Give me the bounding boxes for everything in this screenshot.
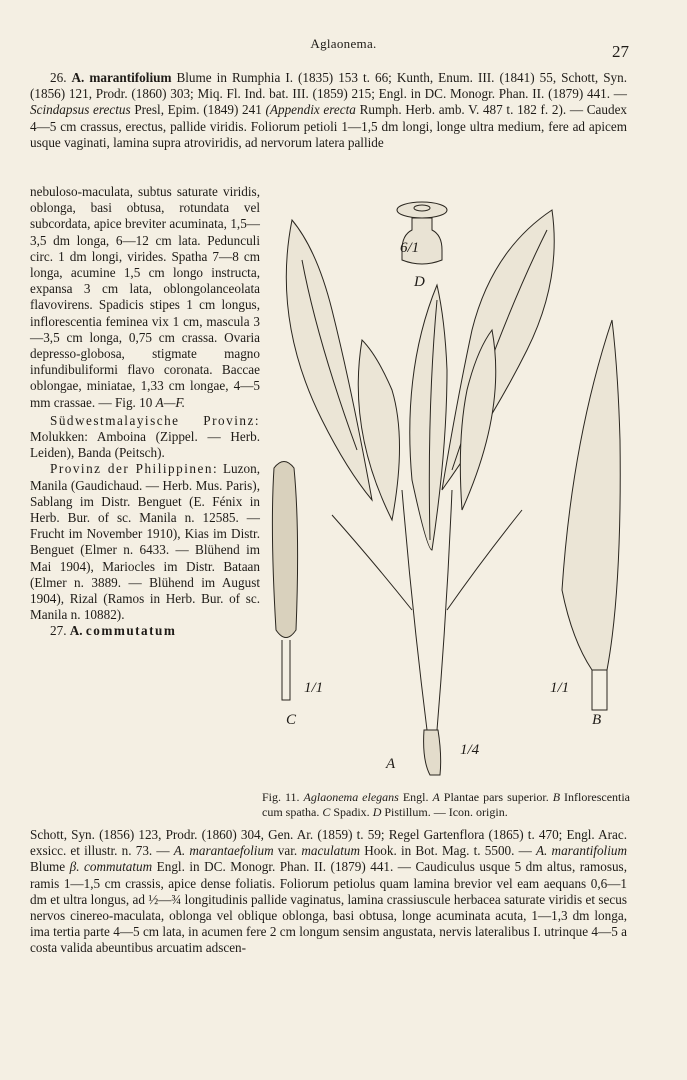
caption-fig-label: Fig. 11. <box>262 790 300 804</box>
spathe <box>562 320 620 670</box>
caption-species: Aglaonema elegans <box>303 790 399 804</box>
bottom-citation: Schott, Syn. (1856) 123, Prodr. (1860) 304, Gen. Ar. (1859) t. 59; Regel Gartenflora (1865) t. 470; Engl. Arac. exsicc. et illustr. n. 73. — <box>30 827 627 859</box>
caption-part-D-text: Pistillum. — Icon. origin. <box>384 805 508 819</box>
scale-A: 1/4 <box>460 742 480 758</box>
plant-illustration <box>262 190 642 790</box>
citation-text-2: Presl, Epim. (1849) 241 <box>134 102 262 118</box>
species-name: marantifolium <box>89 70 172 85</box>
botanical-figure <box>262 190 642 790</box>
spadix-stipe <box>282 640 290 700</box>
region-label: Südwestmalayische Provinz: <box>50 412 260 428</box>
caption-part-C-text: Spadix. <box>333 805 370 819</box>
bottom-var: var. <box>277 843 298 859</box>
synonym: Scindapsus erectus <box>30 102 131 118</box>
genus-abbrev-27: A. <box>69 623 83 639</box>
description-continued: nebuloso-maculata, subtus saturate viridis, oblonga, basi obtusa, rotundata vel subcordata, apice breviter acuminata, 1,5—3,5 dm longa, 6—12 cm lata. Pedunculi circ. 1 dm longi, virides. Spatha 7—8 cm longa, acumine 1,5 cm longo instructa, expansa 3 cm lata, oblongolanceolata flavovirens. Spadicis stipes 1 cm longus, inflorescentia feminea vix 1 cm, mascula 3—3,5 cm longa, 0,75 cm crassa. Ovaria depresso-globosa, stigmate magno infundibuliformi flavo coronata. Baccae oblongae, miniatae, 1,33 cm longae, 4—5 mm crassae. — Fig. 10 <box>30 184 260 410</box>
region-text-2: Luzon, Manila (Gaudichaud. — Herb. Mus. Paris), Sablang im Distr. Benguet (E. Fénix in Herb. Bur. of sc. Manila n. 12585. — Frucht im November 1910), Kias im Distr. Benguet (Elmer n. 6433. — Blühend im Mai 1904), Mariocles im Distr. Bataan (Elmer n. 3889. — Blühend im August 1904), Rizal (Ramos in Herb. Bur. of sc. Manila n. 10882). <box>30 461 260 623</box>
bottom-mid-2: Blume <box>30 859 66 875</box>
scale-C: 1/1 <box>304 680 324 696</box>
caption-part-D: D <box>372 805 382 819</box>
bottom-synonym-2: A. marantifolium <box>536 843 628 859</box>
top-paragraph <box>30 70 627 151</box>
citation-text: Blume in Rumphia I. (1835) 153 t. 66; Kunth, Enum. III. (1841) 55, Schott, Syn. (1856) 121, Prodr. (1860) 303; Miq. Fl. Ind. bat. III. (1859) 215; Engl. in DC. Monogr. Phan. II. (1879) 441. — <box>30 70 628 102</box>
leaf-inner-right <box>460 330 495 510</box>
label-D: D <box>414 274 425 290</box>
bottom-description: Engl. in DC. Monogr. Phan. II. (1879) 441. — Caudiculus usque 5 dm altus, ramosus, ramis 1—1,5 cm crassis, apice dense foliatis. Foliorum petiolus quam lamina brevior vel eam aequans 0,6—1 dm et ultra longus, ad ½—¾ longitudinis pallide vaginatus, lamina crassiuscule herbacea saturate viridis et secus nervos cinereo-maculata, oblonga vel oblique oblonga, basi obtusa, longe acuminata acuta, 1—1,3 dm longa, ima tertia parte 4—5 cm lata, in acumen fere 2 cm longum sensim angustata, nervis lateralibus I. utrinque 4—5 a costa valida abeuntibus arcuatim adscen- <box>30 859 627 956</box>
figure-reference: A—F. <box>155 394 186 410</box>
leaf-center <box>410 285 447 550</box>
description-text: Rumph. Herb. amb. V. 487 t. 182 f. 2). — Caudex 4—5 cm crassus, erectus, pallide viridis. Foliorum petioli 1—1,5 dm longi, longe ultra medium, fere ad apicem usque vaginati, lamina supra atroviridis, ad nervorum latera pallide <box>30 102 628 150</box>
bottom-var-name: maculatum <box>301 843 360 859</box>
spathe-stalk <box>592 670 607 710</box>
leaf-inner-left <box>358 340 399 520</box>
scale-D: 6/1 <box>400 240 420 256</box>
bottom-synonym-1: A. marantaefolium <box>173 843 274 859</box>
leaf-lower-left <box>332 515 412 610</box>
genus-abbrev: A. <box>71 70 85 85</box>
leaf-lower-right <box>447 510 522 610</box>
figure-caption <box>262 790 630 820</box>
running-head: Aglaonema. <box>310 36 377 51</box>
species-name-27: commutatum <box>85 623 177 639</box>
pistil-stigma <box>397 202 447 218</box>
bottom-mid-1: Hook. in Bot. Mag. t. 5500. — <box>364 843 532 859</box>
caption-part-B: B <box>552 790 561 804</box>
region-label-2: Provinz der Philippinen: <box>50 461 219 477</box>
bottom-paragraph <box>30 827 627 957</box>
caption-part-A-text: Plantae pars superior. <box>443 790 549 804</box>
caption-part-B-text: Inflorescentia cum spatha. <box>262 790 631 819</box>
caption-part-C: C <box>322 805 331 819</box>
spadix-body <box>272 462 297 638</box>
label-A: A <box>386 756 396 772</box>
label-C: C <box>286 712 297 728</box>
leaf-right <box>442 210 554 490</box>
entry-number: 26. <box>50 70 67 85</box>
page-number: 27 <box>612 42 629 61</box>
region-text: Molukken: Amboina (Zippel. — Herb. Leiden), Banda (Peitsch). <box>30 429 260 461</box>
entry-number-27: 27. <box>50 623 67 639</box>
bottom-var-2: β. commutatum <box>69 859 153 875</box>
label-B: B <box>592 712 602 728</box>
left-column <box>30 184 260 640</box>
caption-part-A: A <box>432 790 440 804</box>
scale-B: 1/1 <box>550 680 570 696</box>
caption-author: Engl. <box>402 790 429 804</box>
stem-base <box>424 730 441 775</box>
synonym-2: (Appendix erecta <box>265 102 356 118</box>
